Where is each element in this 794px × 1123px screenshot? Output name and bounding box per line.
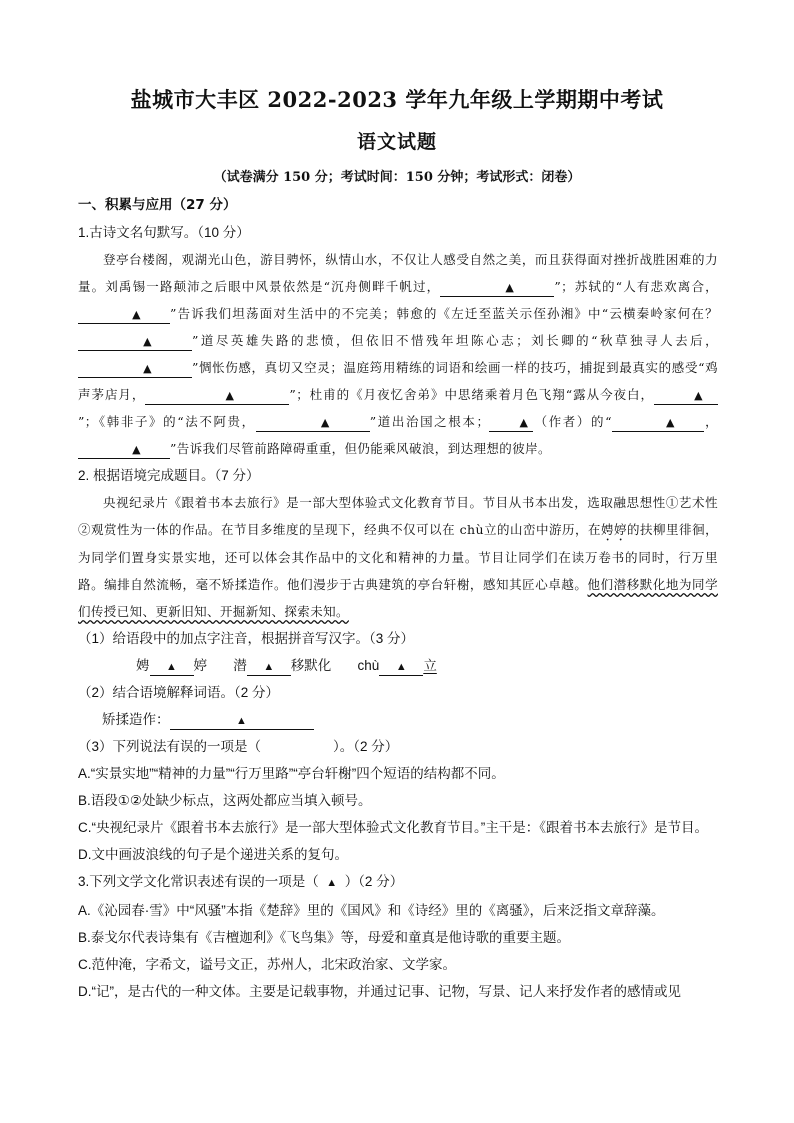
answer-blank[interactable]: ▲	[440, 279, 554, 297]
section-heading: 一、积累与应用（27 分）	[78, 197, 237, 213]
dotted-word: 娉婷	[601, 522, 628, 537]
question-1-heading: 1.古诗文名句默写。（10 分）	[78, 225, 250, 240]
answer-blank[interactable]: ▲	[150, 658, 194, 676]
answer-blank[interactable]: ▲	[612, 414, 704, 432]
answer-blank[interactable]: ▲	[489, 414, 533, 432]
exam-subtitle: 语文试题	[356, 131, 437, 153]
term-row: 矫揉造作： ▲	[78, 706, 718, 733]
question-2-passage: 央视纪录片《跟着书本去旅行》是一部大型体验式文化教育节目。节目从书本出发，选取融思想性①艺术性②观赏性为一体的作品。在节目多维度的呈现下，经典不仅可以在 chù立的山峦中游历，在娉婷的扶柳里徘徊，为同学们置身实景实地，还可以体会其作品中的文化和精神的力量。节目让同学们在读万卷书的同时，行万里路。编排自然流畅，毫不矫揉造作。他们漫步于古典建筑的亭台轩榭，感知其匠心卓越。他们潜移默化地为同学们传授已知、更新旧知、开掘新知、探索未知。	[78, 495, 718, 619]
answer-blank[interactable]: ▲	[78, 360, 192, 378]
answer-blank[interactable]: ▲	[78, 333, 192, 351]
answer-blank[interactable]: ▲	[145, 387, 289, 405]
option-d: D.“记”，是古代的一种文体。主要是记载事物，并通过记事、记物，写景、记人来抒发作者的感情或见	[78, 984, 681, 999]
question-2-sub3: （3）下列说法有误的一项是（ ）。（2 分）	[78, 739, 399, 754]
option-d: D.文中画波浪线的句子是个递进关系的复句。	[78, 847, 348, 862]
option-b: B.语段①②处缺少标点，这两处都应当填入顿号。	[78, 793, 372, 808]
answer-mark[interactable]: ▲	[326, 877, 338, 889]
question-3-heading: 3.下列文学文化常识表述有误的一项是（ ▲ ）（2 分）	[78, 874, 404, 889]
option-a: A.《沁园春·雪》中“风骚”本指《楚辞》里的《国风》和《诗经》里的《离骚》，后来泛指文章辞藻。	[78, 903, 665, 918]
option-c: C.“央视纪录片《跟着书本去旅行》是一部大型体验式文化教育节目。”主干是：《跟着书本去旅行》是节目。	[78, 820, 708, 835]
option-c: C.范仲淹，字希文，谥号文正，苏州人，北宋政治家、文学家。	[78, 957, 456, 972]
pinyin-row: 娉 ▲ 婷 潜 ▲ 移默化 chù ▲ 立	[78, 652, 718, 679]
answer-blank[interactable]: ▲	[78, 306, 170, 324]
answer-blank[interactable]: ▲	[247, 658, 291, 676]
option-a: A.“实景实地”“精神的力量”“行万里路”“亭台轩榭”四个短语的结构都不同。	[78, 766, 505, 781]
exam-content	[78, 192, 718, 1005]
answer-blank[interactable]: ▲	[78, 441, 170, 459]
exam-title: 盐城市大丰区 2022-2023 学年九年级上学期期中考试	[130, 87, 664, 112]
answer-blank[interactable]: ▲	[170, 712, 314, 730]
answer-blank[interactable]: ▲	[256, 414, 370, 432]
question-2-sub1: （1）给语段中的加点字注音，根据拼音写汉字。（3 分）	[78, 631, 415, 646]
question-1-text: 登亭台楼阁，观湖光山色，游目骋怀，纵情山水，不仅让人感受自然之美，而且获得面对挫折战胜困难的力量。刘禹锡一路颠沛之后眼中风景依然是“沉舟侧畔千帆过， ▲ ”；苏轼的“人有悲欢离合，▲ ”告诉我们坦荡面对生活中的不完美；韩愈的《左迁至蓝关示侄孙湘》中“云横秦岭家何在？▲ ”道尽英雄失路的悲愤，但依旧不惜残年坦陈心志；刘长卿的“秋草独寻人去后，▲ ”惆怅伤感，真切又空灵；温庭筠用精练的词语和绘画一样的技巧，捕捉到最真实的感受“鸡声茅店月， ▲ ”；杜甫的《月夜忆舍弟》中思绪乘着月色飞翔“露从今夜白， ▲”；《韩非子》的“法不阿贵， ▲ ”道出治国之根本； ▲ （作者）的“ ▲ ，▲ ”告诉我们尽管前路障碍重重，但仍能乘风破浪，到达理想的彼岸。	[78, 246, 718, 462]
exam-meta: （试卷满分 150 分；考试时间：150 分钟；考试形式：闭卷）	[213, 170, 581, 185]
answer-blank[interactable]: ▲	[654, 387, 718, 405]
question-2-sub2: （2）结合语境解释词语。（2 分）	[78, 685, 280, 700]
option-b: B.泰戈尔代表诗集有《吉檀迦利》《飞鸟集》等，母爱和童真是他诗歌的重要主题。	[78, 930, 571, 945]
answer-blank[interactable]: ▲	[379, 658, 423, 676]
question-2-heading: 2. 根据语境完成题目。（7 分）	[78, 468, 260, 483]
wavy-underlined-sentence: 他们潜移默化地为同学们传授已知、更新旧知、开掘新知、探索未知。	[78, 577, 718, 619]
